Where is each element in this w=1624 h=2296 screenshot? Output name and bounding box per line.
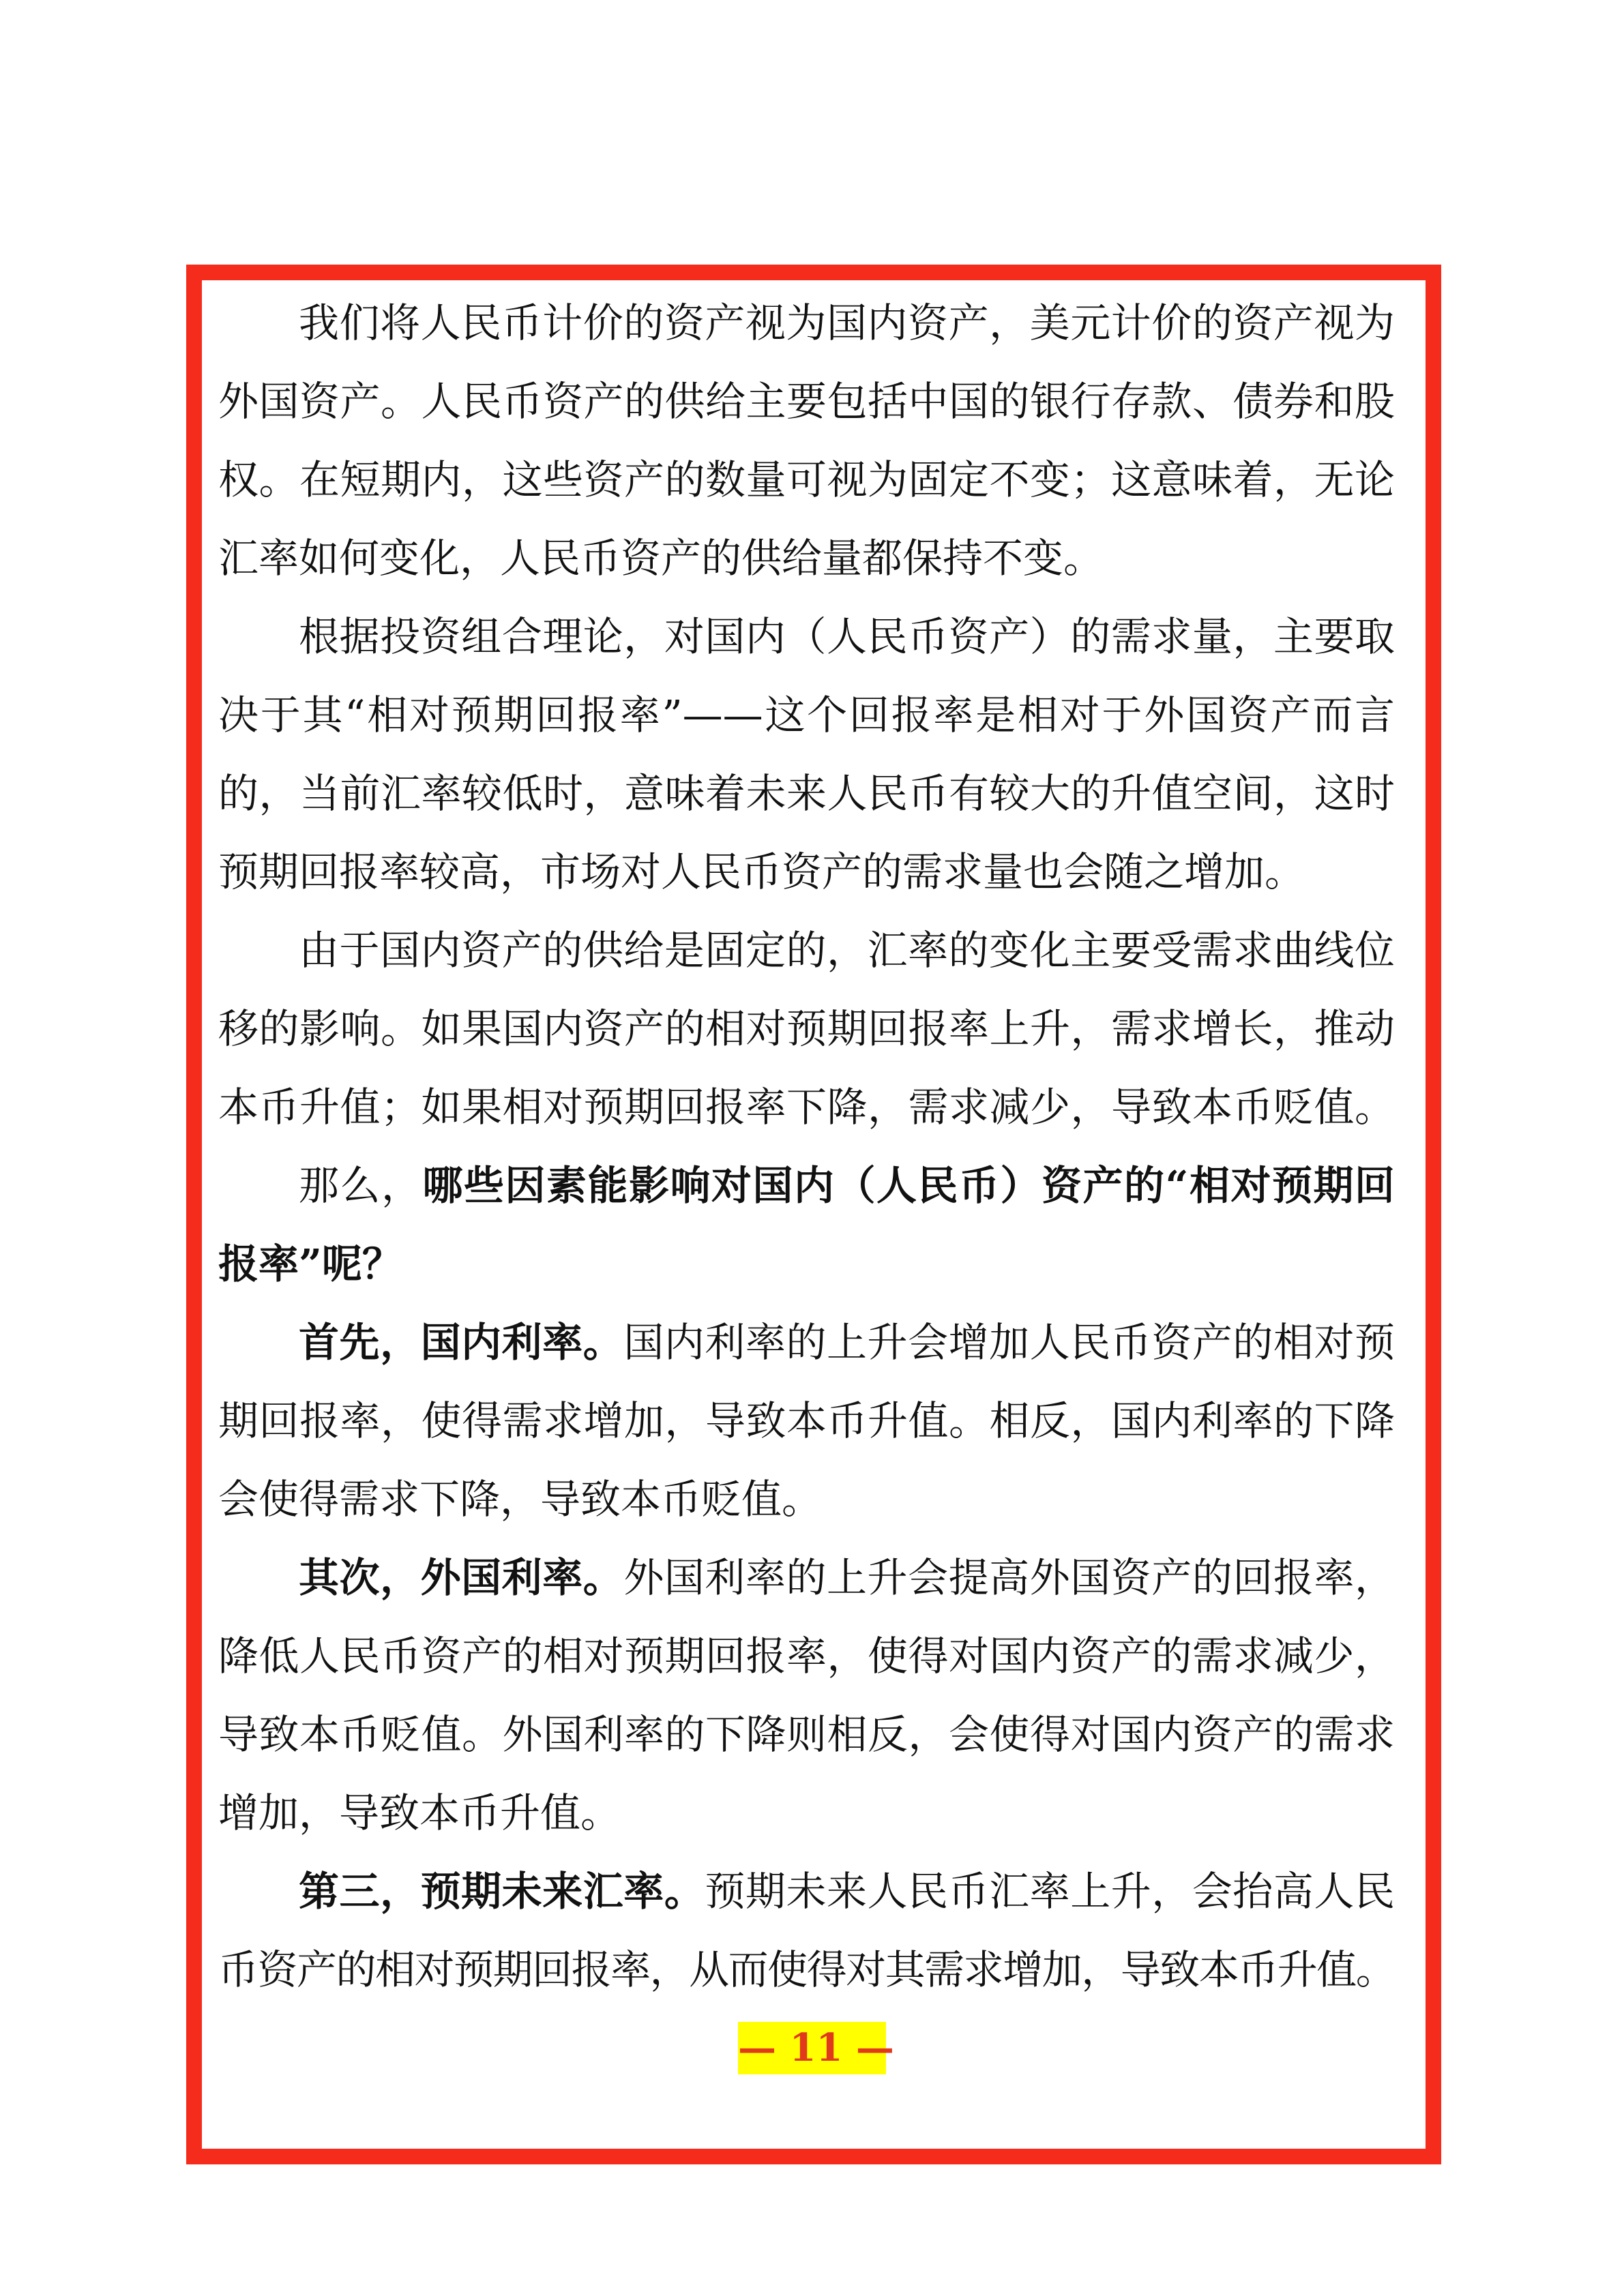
text-segment: 由于国内资产的供给是固定的，汇率的变化主要受需求曲线位 <box>299 927 1395 974</box>
text-line <box>218 1382 1395 1460</box>
text-segment: 我们将人民币计价的资产视为国内资产，美元计价的资产视为 <box>299 299 1395 346</box>
text-line <box>218 1930 1395 2009</box>
text-segment: 币资产的相对预期回报率，从而使得对其需求增加，导致本币升值。 <box>218 1946 1395 1993</box>
text-line <box>218 833 1395 911</box>
text-segment: 权。在短期内，这些资产的数量可视为固定不变；这意味着，无论 <box>218 456 1395 503</box>
text-segment: 决于其“相对预期回报率”——这个回报率是相对于外国资产而言 <box>218 691 1395 739</box>
text-line <box>218 989 1395 1068</box>
text-segment: 国内利率的上升会增加人民币资产的相对预 <box>623 1319 1395 1366</box>
text-segment: 移的影响。如果国内资产的相对预期回报率上升，需求增长，推动 <box>218 1005 1395 1052</box>
bold-text-segment: 报率”呢？ <box>218 1240 402 1287</box>
text-line <box>218 1774 1395 1852</box>
bold-text-segment: 哪些因素能影响对国内（人民币）资产的“相对预期回 <box>422 1162 1395 1209</box>
text-segment: 预期未来人民币汇率上升，会抬高人民 <box>705 1868 1395 1915</box>
text-segment: 外国利率的上升会提高外国资产的回报率， <box>623 1554 1395 1601</box>
text-line <box>218 676 1395 754</box>
text-segment: 降低人民币资产的相对预期回报率，使得对国内资产的需求减少， <box>218 1632 1395 1680</box>
text-segment: 预期回报率较高，市场对人民币资产的需求量也会随之增加。 <box>218 848 1305 895</box>
text-segment: 外国资产。人民币资产的供给主要包括中国的银行存款、债券和股 <box>218 378 1395 425</box>
bold-text-segment: 第三，预期未来汇率。 <box>299 1868 705 1915</box>
text-line <box>218 1695 1395 1774</box>
text-line <box>218 911 1395 989</box>
text-segment: 的，当前汇率较低时，意味着未来人民币有较大的升值空间，这时 <box>218 770 1395 817</box>
text-line <box>218 597 1395 676</box>
bold-text-segment: 其次，外国利率。 <box>299 1554 624 1601</box>
page-number: — 11 — <box>738 2022 886 2074</box>
text-line <box>218 1303 1395 1382</box>
paragraph-foreign-interest-rate <box>218 1538 1395 1852</box>
text-line <box>218 441 1395 519</box>
text-line <box>218 1068 1395 1146</box>
text-segment: 期回报率，使得需求增加，导致本币升值。相反，国内利率的下降 <box>218 1397 1395 1444</box>
text-line <box>218 1852 1395 1930</box>
paragraph-expected-exchange-rate <box>218 1852 1395 2009</box>
text-line <box>218 1617 1395 1695</box>
text-segment: 本币升值；如果相对预期回报率下降，需求减少，导致本币贬值。 <box>218 1084 1395 1131</box>
bold-text-segment: 首先，国内利率。 <box>299 1319 624 1366</box>
text-line <box>218 362 1395 441</box>
text-line <box>218 1146 1395 1225</box>
paragraph-question <box>218 1146 1395 1303</box>
text-line <box>218 1460 1395 1538</box>
text-segment: 增加，导致本币升值。 <box>218 1789 621 1836</box>
text-line <box>218 519 1395 597</box>
text-segment: 导致本币贬值。外国利率的下降则相反，会使得对国内资产的需求 <box>218 1711 1395 1758</box>
text-line <box>218 754 1395 833</box>
document-body <box>218 284 1395 2009</box>
text-line <box>218 1225 1395 1303</box>
text-segment: 那么， <box>299 1162 423 1209</box>
paragraph-domestic-foreign-assets <box>218 284 1395 597</box>
text-line <box>218 284 1395 362</box>
paragraph-domestic-interest-rate <box>218 1303 1395 1538</box>
text-segment: 会使得需求下降，导致本币贬值。 <box>218 1476 823 1523</box>
text-segment: 汇率如何变化，人民币资产的供给量都保持不变。 <box>218 535 1104 582</box>
text-line <box>218 1538 1395 1617</box>
paragraph-portfolio-theory <box>218 597 1395 911</box>
text-segment: 根据投资组合理论，对国内（人民币资产）的需求量，主要取 <box>299 613 1395 660</box>
paragraph-demand-shift <box>218 911 1395 1146</box>
